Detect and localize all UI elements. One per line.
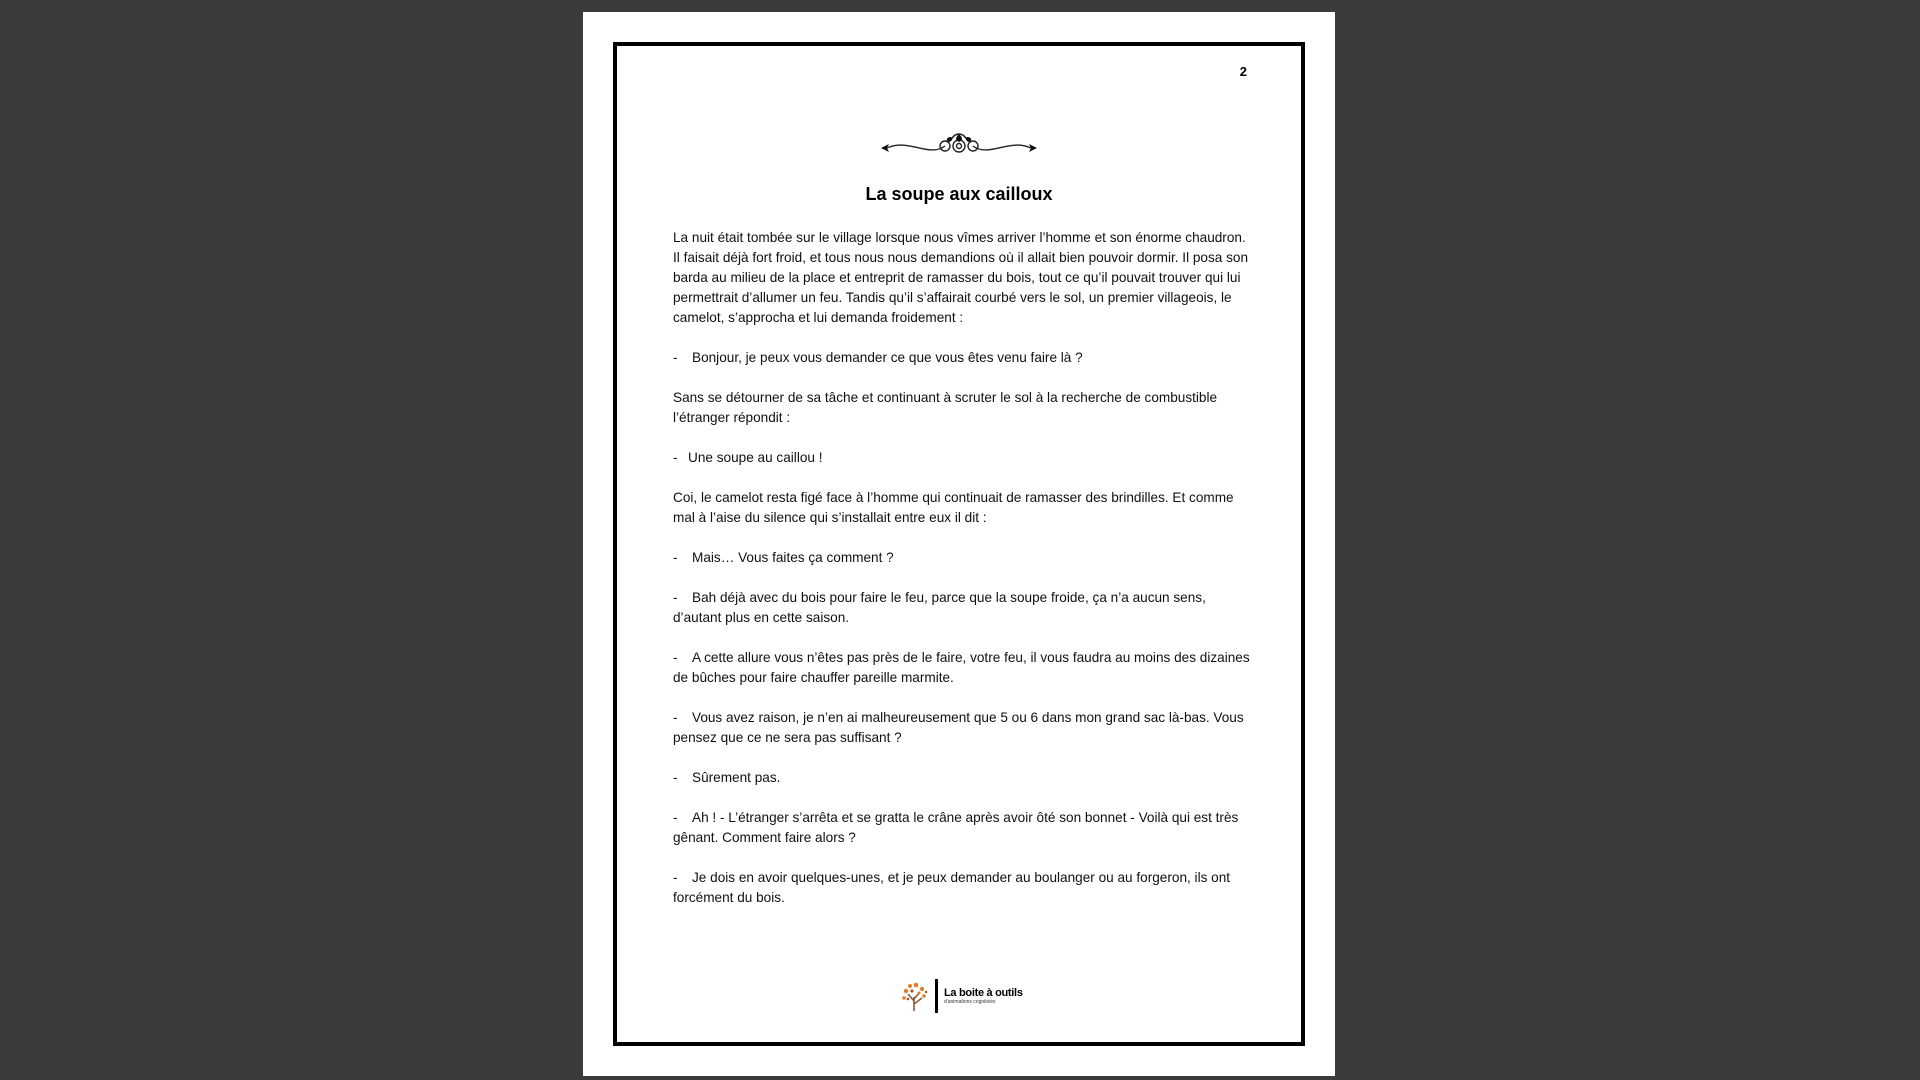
dialogue-line [673, 348, 1253, 368]
paragraph-text: Une soupe au caillou ! [688, 450, 823, 465]
paragraph-text: Bah déjà avec du bois pour faire le feu, parce que la soupe froide, ça n’a aucun sens, d’autant plus en cette saison. [673, 590, 1206, 625]
story-text [673, 228, 1253, 928]
dialogue-line [673, 768, 1253, 788]
page-title: La soupe aux cailloux [865, 184, 1053, 204]
logo-text [944, 988, 1023, 1005]
dialogue-line [673, 588, 1253, 628]
publisher-logo [897, 976, 1023, 1016]
dialogue-dash: - [673, 770, 678, 785]
dialogue-dash: - [673, 810, 678, 825]
dialogue-line [673, 708, 1253, 748]
page-number: 2 [1239, 64, 1247, 79]
paragraph-text: Je dois en avoir quelques-unes, et je peux demander au boulanger ou au forgeron, ils ont forcément du bois. [673, 870, 1231, 905]
dialogue-line [673, 808, 1253, 848]
paragraph-text: Bonjour, je peux vous demander ce que vous êtes venu faire là ? [692, 350, 1083, 365]
paragraph [673, 388, 1253, 428]
document-page [583, 12, 1335, 1076]
dialogue-dash: - [673, 590, 678, 605]
paragraph-text: Mais… Vous faites ça comment ? [692, 550, 894, 565]
dialogue-line [673, 648, 1253, 688]
paragraph-text: Vous avez raison, je n’en ai malheureusement que 5 ou 6 dans mon grand sac là-bas. Vous pensez que ce ne sera pas suffisant ? [673, 710, 1244, 745]
decorative-flourish-icon [879, 130, 1039, 158]
logo-subtitle: d'animations cognitives [944, 998, 996, 1005]
dialogue-dash: - [673, 650, 678, 665]
logo-name: La boite à outils [944, 986, 1023, 999]
dialogue-dash: - [673, 710, 678, 725]
dialogue-dash: - [673, 450, 678, 465]
paragraph [673, 488, 1253, 528]
dialogue-line [673, 548, 1253, 568]
paragraph-text: Coi, le camelot resta figé face à l’homme qui continuait de ramasser des brindilles. Et comme mal à l’aise du silence qui s’installait entre eux il dit : [673, 490, 1234, 525]
paragraph-text: Ah ! - L’étranger s’arrêta et se gratta le crâne après avoir ôté son bonnet - Voilà qui est très gênant. Comment faire alors ? [673, 810, 1239, 845]
paragraph-text: A cette allure vous n’êtes pas près de le faire, votre feu, il vous faudra au moins des dizaines de bûches pour faire chauffer pareille marmite. [673, 650, 1250, 685]
logo-divider [935, 979, 938, 1013]
dialogue-line [673, 448, 1253, 468]
dialogue-dash: - [673, 870, 678, 885]
paragraph [673, 228, 1253, 328]
dialogue-dash: - [673, 350, 678, 365]
paragraph-text: Sûrement pas. [692, 770, 781, 785]
tree-logo-icon [897, 979, 931, 1013]
dialogue-line [673, 868, 1253, 908]
dialogue-dash: - [673, 550, 678, 565]
paragraph-text: Sans se détourner de sa tâche et continuant à scruter le sol à la recherche de combustible l’étranger répondit : [673, 390, 1218, 425]
paragraph-text: La nuit était tombée sur le village lorsque nous vîmes arriver l’homme et son énorme chaudron. Il faisait déjà fort froid, et tous nous nous demandions où il allait bien pouvoir dormir. Il posa son barda au milieu de la place et entreprit de ramasser du bois, tout ce qu’il pouvait trouver qui lui permettrait d’allumer un feu. Tandis qu’il s’affairait courbé vers le sol, un premier villageois, le camelot, s’approcha et lui demanda froidement : [673, 230, 1249, 325]
page-border [613, 42, 1305, 1046]
